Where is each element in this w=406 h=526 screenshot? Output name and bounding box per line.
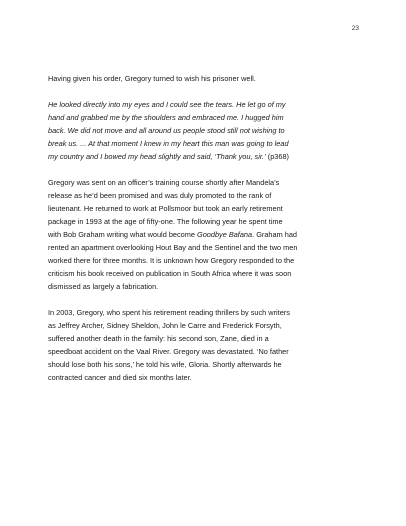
quote-paragraph — [48, 98, 354, 163]
paragraph-career — [48, 176, 354, 293]
paragraph-career-text-b: . Graham had rented an apartment overlooking Hout Bay and the Sentinel and the two men worked there for three months. It is unknown how Gregory responded to the criticism his book received on publication in South Africa where it was soon dismissed as largely a fabrication. — [48, 230, 298, 291]
quote-citation: (p368) — [265, 152, 289, 161]
page-number: 23 — [351, 25, 359, 32]
paragraph-intro: Having given his order, Gregory turned to wish his prisoner well. — [48, 74, 256, 83]
book-title: Goodbye Bafana — [196, 230, 253, 239]
paragraph-career-text-a: Gregory was sent on an officer’s training course shortly after Mandela’s release as he’d been promised and was duly promoted to the rank of lieutenant. He returned to work at Pollsmoor but took an early retirement package in 1993 at the age of fifty-one. The following year he spent time with Bob Graham writing what would become — [48, 178, 283, 239]
paragraph-retirement: In 2003, Gregory, who spent his retirement reading thrillers by such writers as Jeffrey Archer, Sidney Sheldon, John le Carre and Frederick Forsyth, suffered another death in the family: his second son, Zane, died in a speedboat accident on the Vaal River. Gregory was devastated. ‘No father should lose both his sons,’ he told his wife, Gloria. Shortly afterwards he contracted cancer and died six months later. — [48, 308, 290, 382]
page-body — [48, 72, 354, 397]
block-quote: He looked directly into my eyes and I could see the tears. He let go of my hand and grabbed me by the shoulders and embraced me. I hugged him back. We did not move and all around us people stood still not wishing to break us. ... At that moment I knew in my heart this man was going to lead my country and I bowed my head slightly and said, ‘Thank you, sir.’ — [48, 100, 289, 161]
